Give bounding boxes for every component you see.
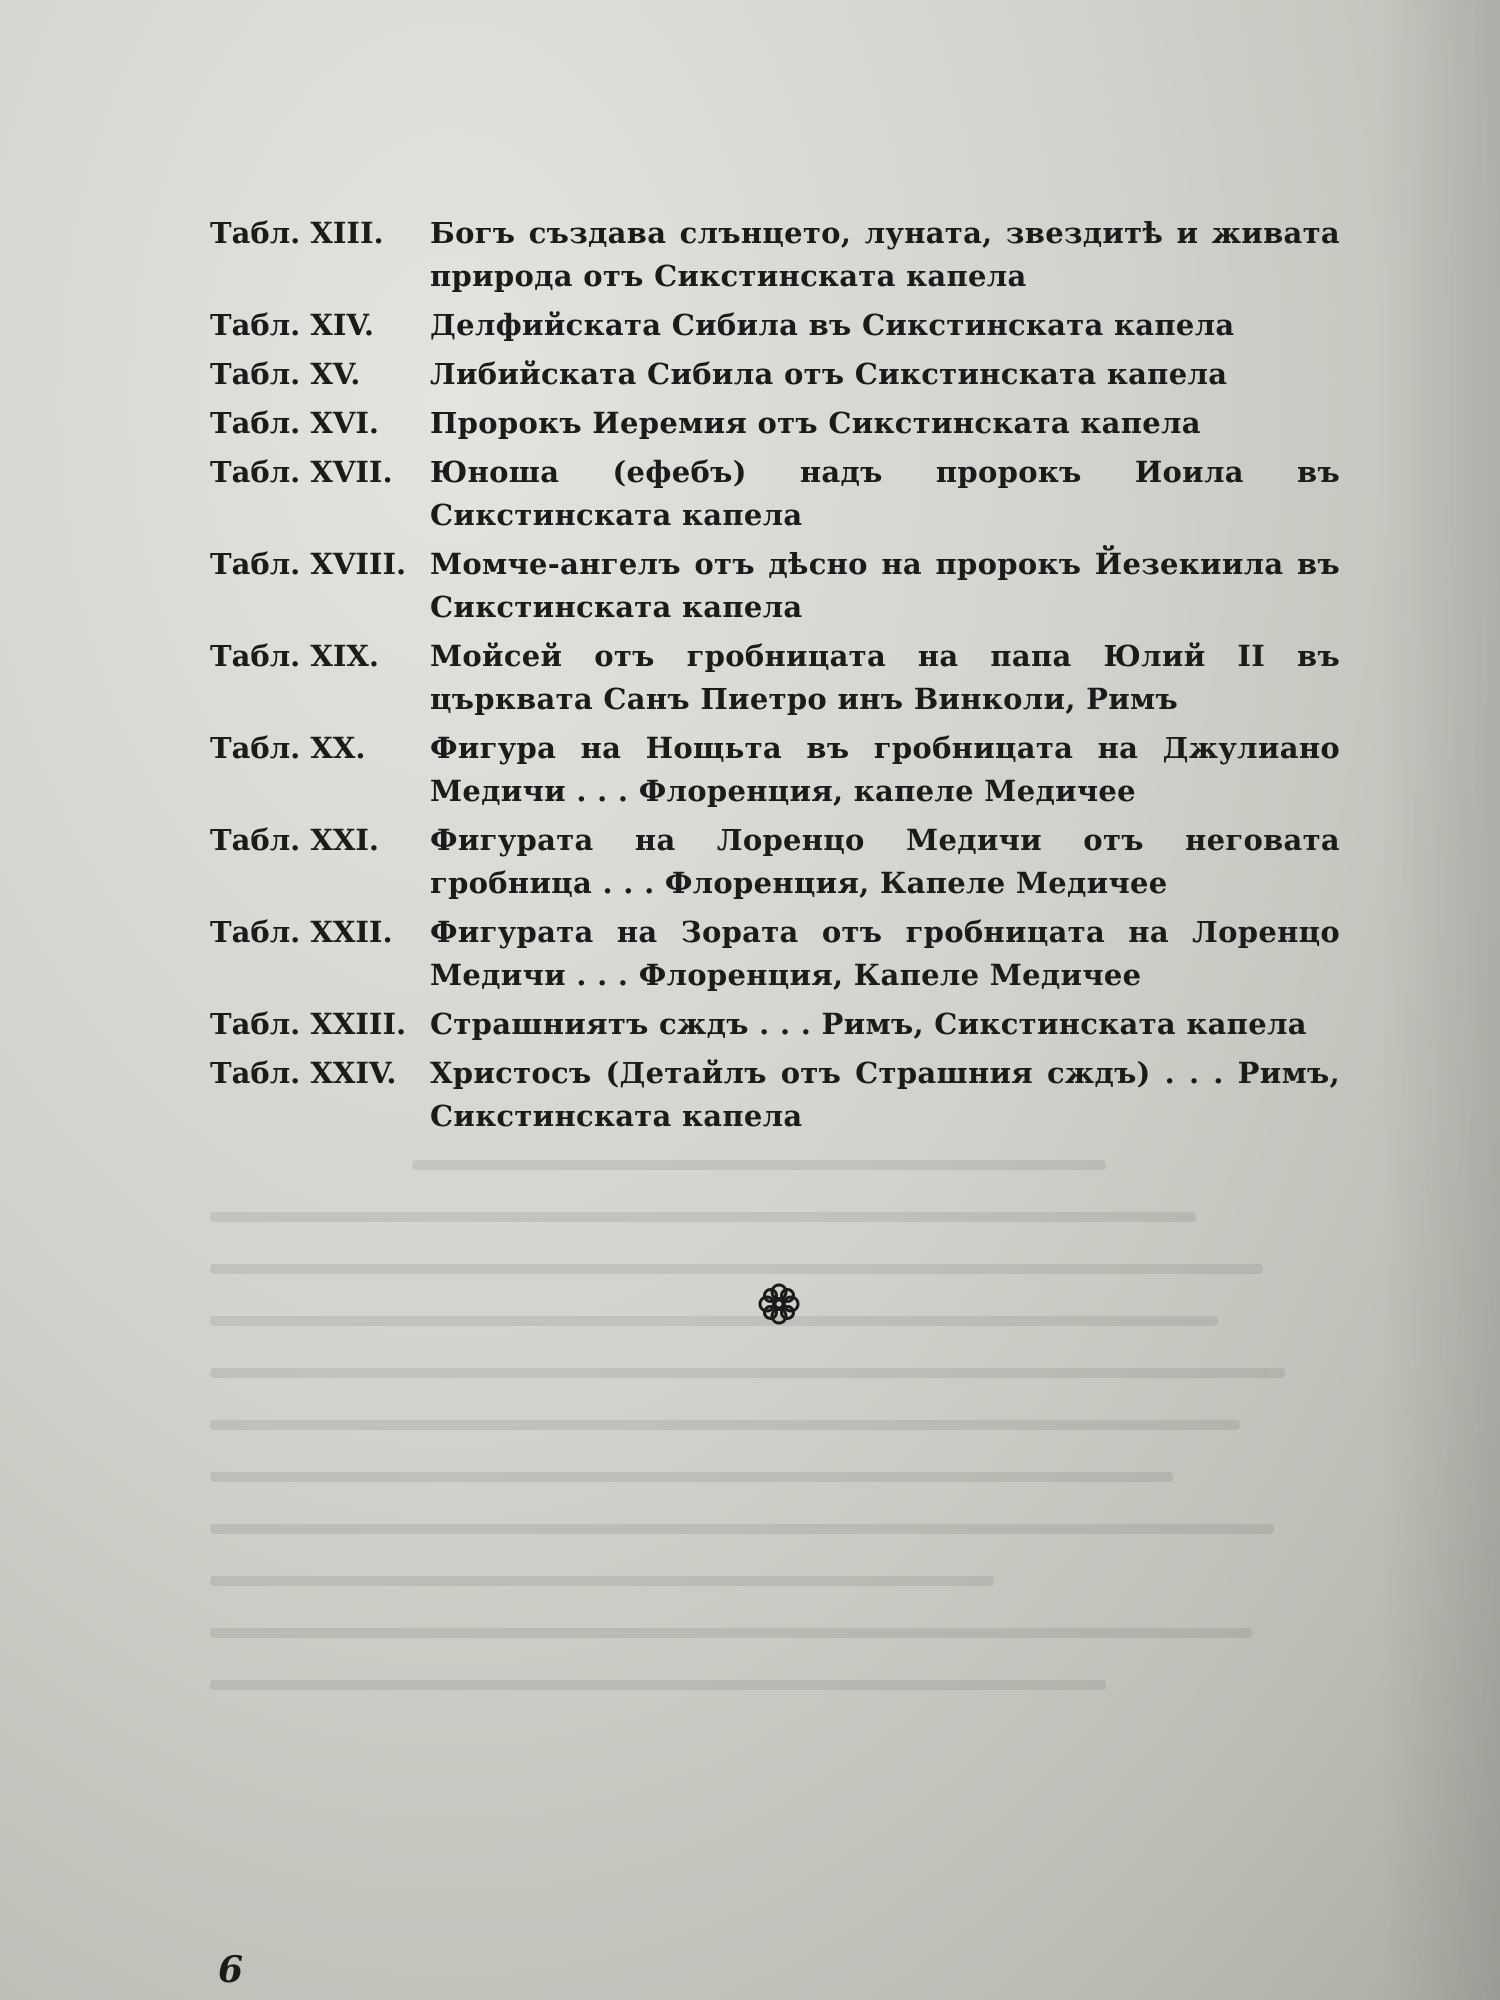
plate-caption: Момче-ангелъ отъ дѣсно на пророкъ Йезекиила въ Сикстинската капела bbox=[430, 547, 1340, 624]
plate-number: Табл. XVI. bbox=[210, 406, 380, 440]
plate-caption: Делфийската Сибила въ Сикстинската капела bbox=[430, 308, 1235, 342]
plate-number: Табл. XXI. bbox=[210, 823, 380, 857]
plate-entry bbox=[210, 727, 1340, 813]
plate-number: Табл. XIII. bbox=[210, 216, 384, 250]
plate-caption: Фигура на Нощьта въ гробницата на Джулиано Медичи . . . Флоренция, капеле Медичее bbox=[430, 731, 1340, 808]
plate-caption: Пророкъ Иеремия отъ Сикстинската капела bbox=[430, 406, 1201, 440]
plate-entry bbox=[210, 1003, 1340, 1046]
plate-entry bbox=[210, 635, 1340, 721]
plate-entry bbox=[210, 353, 1340, 396]
plate-caption: Богъ създава слънцето, луната, звездитѣ и живата природа отъ Сикстинската капела bbox=[430, 216, 1340, 293]
plate-number: Табл. XVII. bbox=[210, 455, 393, 489]
plate-number: Табл. XX. bbox=[210, 731, 366, 765]
plate-entry bbox=[210, 1052, 1340, 1138]
plate-number: Табл. XVIII. bbox=[210, 547, 407, 581]
plate-caption: Христосъ (Детайлъ отъ Страшния сждъ) . . . Римъ, Сикстинската капела bbox=[430, 1056, 1340, 1133]
plate-number: Табл. XV. bbox=[210, 357, 361, 391]
plate-entry bbox=[210, 911, 1340, 997]
page-number: 6 bbox=[218, 1949, 244, 1991]
rosette-ornament-icon bbox=[757, 1282, 801, 1326]
plate-entry bbox=[210, 819, 1340, 905]
plate-caption: Юноша (ефебъ) надъ пророкъ Иоила въ Сикстинската капела bbox=[430, 455, 1340, 532]
plate-caption: Мойсей отъ гробницата на папа Юлий II въ църквата Санъ Пиетро инъ Винколи, Римъ bbox=[430, 639, 1340, 716]
plate-list bbox=[210, 212, 1340, 1144]
plate-caption: Либийската Сибила отъ Сикстинската капела bbox=[430, 357, 1228, 391]
plate-caption: Страшниятъ сждъ . . . Римъ, Сикстинската капела bbox=[430, 1007, 1307, 1041]
reverse-page-show-through bbox=[210, 1160, 1330, 1940]
plate-number: Табл. XXII. bbox=[210, 915, 393, 949]
plate-number: Табл. XXIV. bbox=[210, 1056, 397, 1090]
plate-caption: Фигурата на Лоренцо Медичи отъ неговата гробница . . . Флоренция, Капеле Медичее bbox=[430, 823, 1340, 900]
plate-number: Табл. XXIII. bbox=[210, 1007, 407, 1041]
plate-entry bbox=[210, 212, 1340, 298]
plate-entry bbox=[210, 451, 1340, 537]
plate-number: Табл. XIV. bbox=[210, 308, 374, 342]
plate-entry bbox=[210, 402, 1340, 445]
plate-caption: Фигурата на Зората отъ гробницата на Лоренцо Медичи . . . Флоренция, Капеле Медичее bbox=[430, 915, 1340, 992]
plate-number: Табл. XIX. bbox=[210, 639, 380, 673]
plate-entry bbox=[210, 304, 1340, 347]
plate-entry bbox=[210, 543, 1340, 629]
